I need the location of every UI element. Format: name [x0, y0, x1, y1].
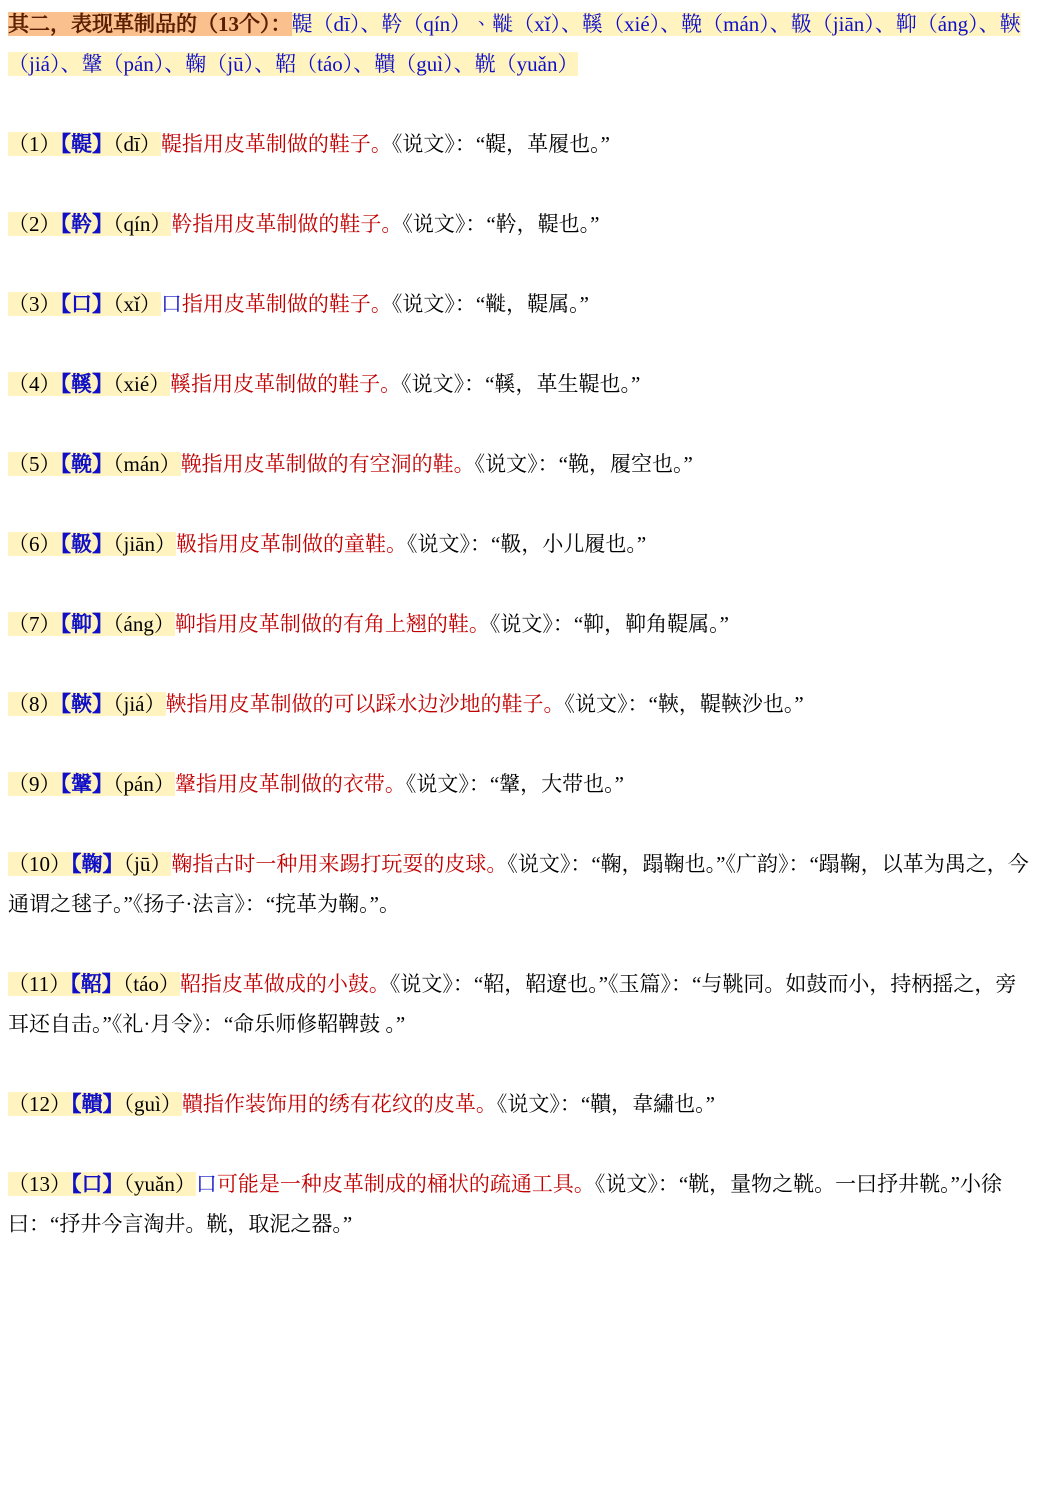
- entry-citation: 《说文》：“鞔，履空也。”: [474, 452, 693, 476]
- entry-2: [8, 204, 1032, 244]
- entry-pinyin: （pán）: [113, 772, 175, 796]
- entry-lead: [8, 452, 181, 476]
- bracket-open: 【: [60, 692, 71, 716]
- entry-lead: [8, 372, 170, 396]
- bracket-open: 【: [60, 772, 71, 796]
- bracket-open: 【: [60, 612, 71, 636]
- entry-number: （4）: [8, 372, 61, 396]
- entry-definition: 鞶指用皮革制做的衣带。: [174, 772, 406, 796]
- entry-definition: 可能是一种皮革制成的桶状的疏通工具。: [216, 1172, 595, 1196]
- entry-definition: 靲指用皮革制做的鞋子。: [171, 212, 403, 236]
- entry-citation: 《说文》：“𩌦，鞮属。”: [391, 292, 589, 316]
- entry-10: [8, 844, 1032, 924]
- bracket-open: 【: [70, 972, 81, 996]
- entry-lead: [8, 612, 175, 636]
- entry-citation: 《说文》：“靲，鞮也。”: [402, 212, 600, 236]
- bracket-close: 】: [102, 1092, 124, 1116]
- entry-character: 䩕: [71, 612, 92, 636]
- bracket-open: 【: [60, 132, 71, 156]
- entry-citation: 《说文》：“鞶，大带也。”: [405, 772, 624, 796]
- entry-pinyin: （guì）: [123, 1092, 182, 1116]
- entry-number: （6）: [8, 532, 61, 556]
- entry-pinyin: （jiá）: [113, 692, 166, 716]
- entry-lead: [8, 972, 180, 996]
- header-label: 其二，表现革制品的（13个）：: [8, 12, 292, 36]
- entry-pinyin: （jū）: [123, 852, 172, 876]
- entry-number: （2）: [8, 212, 61, 236]
- entry-citation: 《说文》：“鞠，蹋鞠也。”《广韵》：“蹋鞠，以革为禺之，今通谓之毬子。”《扬子·法言》：“捖革为鞠。”。: [8, 852, 1029, 916]
- entry-character: 鞵: [71, 372, 92, 396]
- entry-number: （11）: [8, 972, 71, 996]
- entry-character: 鞔: [71, 452, 92, 476]
- entry-citation: 《说文》：“鞵，革生鞮也。”: [401, 372, 641, 396]
- bracket-close: 】: [92, 772, 113, 796]
- entry-number: （1）: [8, 132, 61, 156]
- entry-character: 靸: [71, 532, 92, 556]
- entry-lead: [8, 292, 161, 316]
- entry-character: 口: [81, 1172, 103, 1196]
- entry-lead: [8, 692, 166, 716]
- bracket-open: 【: [71, 852, 82, 876]
- entry-number: （3）: [8, 292, 61, 316]
- bracket-open: 【: [60, 212, 71, 236]
- entry-pinyin: （táo）: [122, 972, 180, 996]
- entry-lead: [8, 532, 176, 556]
- entry-lead: [8, 132, 161, 156]
- entry-13: [8, 1164, 1032, 1244]
- entry-number: （12）: [8, 1092, 71, 1116]
- entry-definition: 鞼指作装饰用的绣有花纹的皮革。: [181, 1092, 497, 1116]
- bracket-close: 】: [92, 452, 113, 476]
- bracket-open: 【: [60, 292, 71, 316]
- entry-character: 鞶: [71, 772, 92, 796]
- header-paragraph: [8, 4, 1032, 84]
- entry-8: [8, 684, 1032, 724]
- entry-definition: 靸指用皮革制做的童鞋。: [176, 532, 407, 556]
- bracket-close: 】: [92, 532, 113, 556]
- entry-character: 鞮: [71, 132, 92, 156]
- entry-6: [8, 524, 1032, 564]
- entry-definition: 鞠指古时一种用来踢打玩耍的皮球。: [171, 852, 508, 876]
- entry-pinyin: （xié）: [113, 372, 171, 396]
- bracket-close: 】: [92, 292, 113, 316]
- bracket-open: 【: [60, 452, 71, 476]
- entry-pinyin: （dī）: [113, 132, 161, 156]
- bracket-close: 】: [92, 612, 113, 636]
- bracket-close: 】: [92, 212, 113, 236]
- entry-number: （9）: [8, 772, 61, 796]
- entry-9: [8, 764, 1032, 804]
- entry-lead: [8, 212, 171, 236]
- bracket-close: 】: [101, 972, 123, 996]
- header-character-list: 鞮（dī）、靲（qín）、𩌦（xǐ）、鞵（xié）、鞔（mán）、靸（jiān）、䩕（áng）、䩡（jiá）、鞶（pán）、鞠（jū）、鞀（táo）、鞼（guì）、𩊠（yuǎn）: [8, 12, 1021, 76]
- entry-number: （10）: [8, 852, 71, 876]
- entry-citation: 《说文》：“鞼，韋繡也。”: [496, 1092, 715, 1116]
- entry-11: [8, 964, 1032, 1044]
- entry-definition: 䩡指用皮革制做的可以踩水边沙地的鞋子。: [165, 692, 565, 716]
- entry-citation: 《说文》：“鞮，革履也。”: [391, 132, 610, 156]
- entry-pinyin: （xǐ）: [113, 292, 161, 316]
- entry-character: 鞠: [81, 852, 103, 876]
- entry-pinyin: （jiān）: [113, 532, 176, 556]
- entry-lead: [8, 1092, 182, 1116]
- entry-definition: 鞮指用皮革制做的鞋子。: [160, 132, 392, 156]
- bracket-close: 】: [92, 132, 113, 156]
- entry-3: [8, 284, 1032, 324]
- entry-definition: 鞵指用皮革制做的鞋子。: [170, 372, 402, 396]
- entry-lead: [8, 852, 171, 876]
- entry-citation: 《说文》：“𩊠，量物之𩊠。一曰抒井𩊠。”小徐曰：“抒井今言淘井。𩊠，取泥之器。”: [8, 1172, 1002, 1236]
- entry-pinyin: （qín）: [113, 212, 172, 236]
- entry-number: （7）: [8, 612, 61, 636]
- bracket-close: 】: [102, 852, 124, 876]
- entry-lead: [8, 772, 175, 796]
- entry-citation: 《说文》：“䩕，䩕角鞮属。”: [489, 612, 729, 636]
- bracket-open: 【: [60, 372, 71, 396]
- entry-5: [8, 444, 1032, 484]
- entry-pinyin: （mán）: [113, 452, 181, 476]
- entry-definition: 鞔指用皮革制做的有空洞的鞋。: [180, 452, 475, 476]
- entry-character: 靲: [71, 212, 92, 236]
- bracket-open: 【: [71, 1172, 82, 1196]
- entry-lead: [8, 1172, 196, 1196]
- entry-citation: 《说文》：“鞀，鞀遼也。”《玉篇》：“与鞉同。如鼓而小，持柄摇之，旁耳还自击。”《礼·月令》：“命乐师修鞀鞞鼓 。”: [8, 972, 1017, 1036]
- missing-glyph-box: 口: [195, 1172, 217, 1196]
- bracket-close: 】: [92, 692, 113, 716]
- missing-glyph-box: 口: [160, 292, 182, 316]
- bracket-close: 】: [92, 372, 113, 396]
- entry-number: （5）: [8, 452, 61, 476]
- bracket-open: 【: [71, 1092, 82, 1116]
- bracket-open: 【: [60, 532, 71, 556]
- entry-character: 口: [71, 292, 92, 316]
- entry-citation: 《说文》：“䩡，鞮䩡沙也。”: [564, 692, 804, 716]
- entry-citation: 《说文》：“靸，小儿履也。”: [407, 532, 647, 556]
- entry-number: （13）: [8, 1172, 71, 1196]
- entry-4: [8, 364, 1032, 404]
- entry-definition: 䩕指用皮革制做的有角上翘的鞋。: [174, 612, 490, 636]
- entry-pinyin: （áng）: [113, 612, 175, 636]
- entry-1: [8, 124, 1032, 164]
- entry-12: [8, 1084, 1032, 1124]
- entry-pinyin: （yuǎn）: [123, 1172, 196, 1196]
- entry-number: （8）: [8, 692, 61, 716]
- entry-character: 鞼: [81, 1092, 103, 1116]
- entry-character: 䩡: [71, 692, 92, 716]
- entry-definition: 指用皮革制做的鞋子。: [181, 292, 392, 316]
- entry-7: [8, 604, 1032, 644]
- entry-character: 鞀: [80, 972, 102, 996]
- entry-definition: 鞀指皮革做成的小鼓。: [179, 972, 390, 996]
- bracket-close: 】: [102, 1172, 124, 1196]
